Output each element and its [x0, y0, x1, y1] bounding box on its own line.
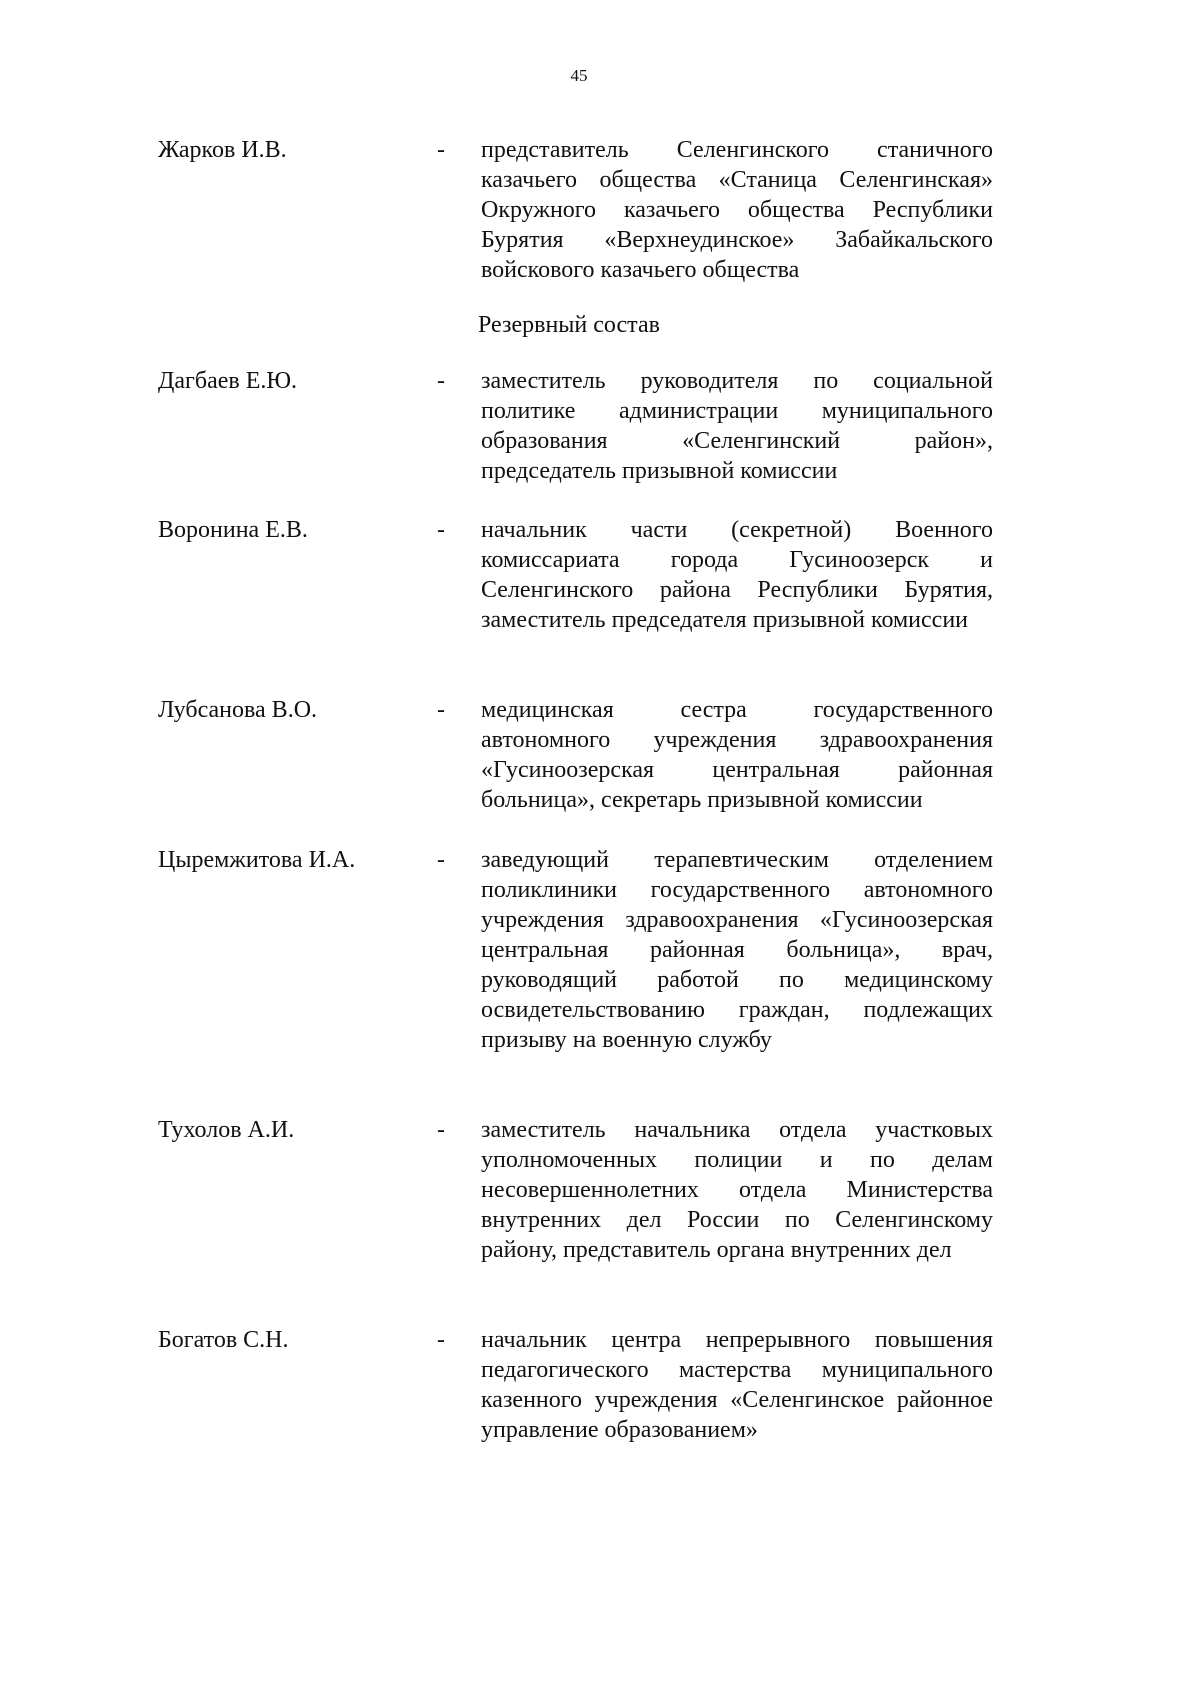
- member-name: Лубсанова В.О.: [158, 697, 318, 723]
- member-role: заместитель начальника отдела участковых уполномоченных полиции и по делам несовершеннолетних отдела Министерства внутренних дел России по Селенгинскому району, представитель органа внутренних дел: [481, 1117, 993, 1263]
- dash-separator: -: [437, 1117, 445, 1143]
- dash-separator: -: [437, 1327, 445, 1353]
- member-role: заведующий терапевтическим отделением поликлиники государственного автономного учреждения здравоохранения «Гусиноозерская центральная районная больница», врач, руководящий работой по медицинскому освидетельствованию граждан, подлежащих призыву на военную службу: [481, 847, 993, 1053]
- member-name: Цыремжитова И.А.: [158, 847, 356, 873]
- dash-separator: -: [437, 368, 445, 394]
- member-name: Богатов С.Н.: [158, 1327, 289, 1353]
- member-role: представитель Селенгинского станичного казачьего общества «Станица Селенгинская» Окружного казачьего общества Республики Бурятия «Верхнеудинское» Забайкальского войскового казачьего общества: [481, 137, 993, 283]
- member-name: Дагбаев Е.Ю.: [158, 368, 298, 394]
- member-name: Тухолов А.И.: [158, 1117, 295, 1143]
- dash-separator: -: [437, 847, 445, 873]
- member-role: начальник центра непрерывного повышения педагогического мастерства муниципального казенного учреждения «Селенгинское районное управление образованием»: [481, 1327, 993, 1443]
- section-heading-reserve: Резервный состав: [478, 312, 660, 338]
- member-role: заместитель руководителя по социальной политике администрации муниципального образования «Селенгинский район», председатель призывной комиссии: [481, 368, 993, 484]
- member-role: начальник части (секретной) Военного комиссариата города Гусиноозерск и Селенгинского района Республики Бурятия, заместитель председателя призывной комиссии: [481, 517, 993, 633]
- member-role: медицинская сестра государственного автономного учреждения здравоохранения «Гусиноозерская центральная районная больница», секретарь призывной комиссии: [481, 697, 993, 813]
- member-name: Воронина Е.В.: [158, 517, 308, 543]
- dash-separator: -: [437, 517, 445, 543]
- page-number: 45: [570, 66, 588, 85]
- member-name: Жарков И.В.: [158, 137, 287, 163]
- dash-separator: -: [437, 697, 445, 723]
- dash-separator: -: [437, 137, 445, 163]
